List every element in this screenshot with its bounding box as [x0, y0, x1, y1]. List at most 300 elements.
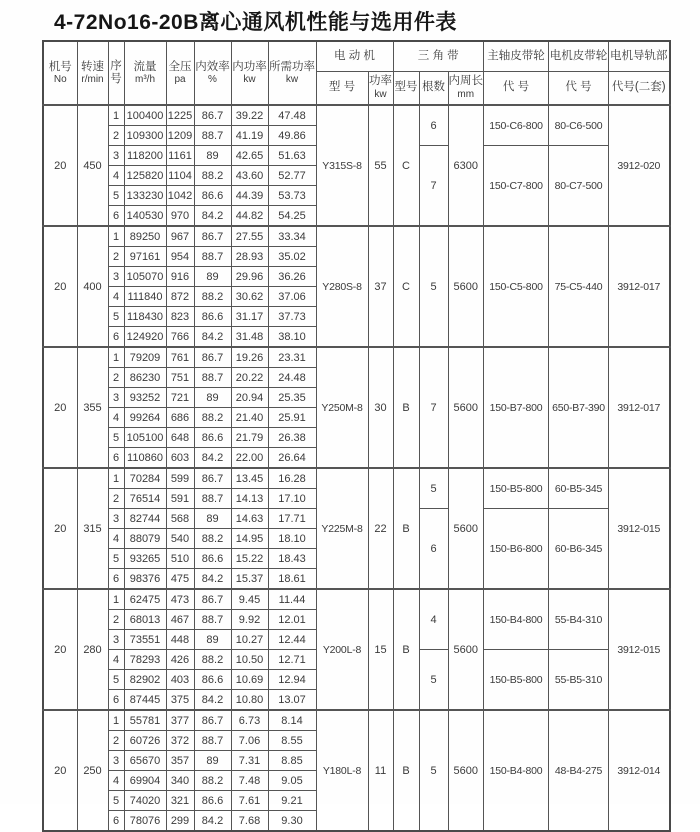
cell-speed: 280: [77, 589, 108, 710]
cell-belt-length: 6300: [448, 105, 484, 226]
cell-seq: 4: [108, 287, 124, 307]
col-header-machine-unit: No: [53, 73, 67, 85]
cell-pressure: 1104: [166, 166, 194, 186]
cell-flow: 109300: [124, 126, 166, 146]
cell-internal-power: 7.68: [231, 811, 268, 832]
cell-flow: 89250: [124, 226, 166, 247]
group-header-rail: 电机导轨部: [609, 41, 670, 71]
cell-shaft-pulley: 150-B5-800: [484, 468, 549, 509]
col-header-seq: [108, 41, 124, 105]
cell-seq: 3: [108, 751, 124, 771]
cell-pressure: 761: [166, 347, 194, 368]
cell-internal-power: 9.92: [231, 610, 268, 630]
cell-flow: 124920: [124, 327, 166, 348]
col-header-internal-power-label: 内功率: [232, 60, 267, 73]
cell-flow: 111840: [124, 287, 166, 307]
cell-seq: 5: [108, 670, 124, 690]
col-header-required-power-label: 所需功率: [269, 60, 315, 73]
col-header-pressure-label: 全压: [168, 60, 192, 73]
cell-speed: 315: [77, 468, 108, 589]
cell-seq: 6: [108, 569, 124, 590]
cell-required-power: 37.06: [268, 287, 316, 307]
cell-seq: 3: [108, 509, 124, 529]
cell-belt-count: 7: [419, 347, 448, 468]
col-header-speed-label: 转速: [81, 60, 104, 73]
cell-rail-code: 3912-020: [609, 105, 670, 226]
cell-motor-pulley: 80-C7-500: [549, 146, 609, 227]
cell-motor-model: Y180L-8: [316, 710, 368, 831]
col-header-seq-l2: 号: [110, 73, 122, 85]
cell-belt-model: B: [393, 710, 419, 831]
cell-motor-power: 15: [368, 589, 393, 710]
cell-flow: 93252: [124, 388, 166, 408]
cell-flow: 93265: [124, 549, 166, 569]
cell-pressure: 299: [166, 811, 194, 832]
cell-flow: 62475: [124, 589, 166, 610]
cell-belt-model: C: [393, 226, 419, 347]
cell-pressure: 599: [166, 468, 194, 489]
cell-flow: 70284: [124, 468, 166, 489]
cell-flow: 68013: [124, 610, 166, 630]
cell-required-power: 36.26: [268, 267, 316, 287]
cell-required-power: 18.61: [268, 569, 316, 590]
cell-flow: 78076: [124, 811, 166, 832]
cell-flow: 79209: [124, 347, 166, 368]
cell-flow: 87445: [124, 690, 166, 711]
cell-required-power: 18.43: [268, 549, 316, 569]
cell-seq: 4: [108, 529, 124, 549]
cell-required-power: 25.35: [268, 388, 316, 408]
cell-belt-count: 6: [419, 509, 448, 590]
cell-required-power: 12.94: [268, 670, 316, 690]
cell-internal-power: 39.22: [231, 105, 268, 126]
cell-required-power: 23.31: [268, 347, 316, 368]
cell-flow: 118200: [124, 146, 166, 166]
col-header-machine-no: [43, 41, 77, 105]
col-header-pressure: [166, 41, 194, 105]
cell-seq: 3: [108, 267, 124, 287]
cell-seq: 2: [108, 247, 124, 267]
cell-seq: 3: [108, 146, 124, 166]
cell-internal-power: 21.40: [231, 408, 268, 428]
cell-flow: 100400: [124, 105, 166, 126]
cell-belt-count: 5: [419, 226, 448, 347]
cell-flow: 55781: [124, 710, 166, 731]
cell-seq: 5: [108, 549, 124, 569]
table-header: [43, 41, 670, 105]
cell-required-power: 53.73: [268, 186, 316, 206]
cell-efficiency: 88.7: [194, 610, 231, 630]
cell-speed: 355: [77, 347, 108, 468]
cell-motor-model: Y250M-8: [316, 347, 368, 468]
cell-required-power: 26.64: [268, 448, 316, 469]
cell-pressure: 510: [166, 549, 194, 569]
cell-motor-pulley: 60-B5-345: [549, 468, 609, 509]
cell-motor-power: 37: [368, 226, 393, 347]
cell-required-power: 37.73: [268, 307, 316, 327]
cell-efficiency: 86.7: [194, 468, 231, 489]
col-header-efficiency: [194, 41, 231, 105]
cell-machine-no: 20: [43, 226, 77, 347]
cell-internal-power: 29.96: [231, 267, 268, 287]
cell-pressure: 403: [166, 670, 194, 690]
cell-machine-no: 20: [43, 589, 77, 710]
cell-pressure: 467: [166, 610, 194, 630]
cell-pressure: 475: [166, 569, 194, 590]
cell-motor-pulley: 55-B4-310: [549, 589, 609, 650]
cell-pressure: 1042: [166, 186, 194, 206]
cell-pressure: 766: [166, 327, 194, 348]
cell-required-power: 35.02: [268, 247, 316, 267]
cell-seq: 4: [108, 166, 124, 186]
cell-efficiency: 86.6: [194, 307, 231, 327]
cell-pressure: 1161: [166, 146, 194, 166]
cell-efficiency: 86.6: [194, 791, 231, 811]
cell-internal-power: 27.55: [231, 226, 268, 247]
cell-pressure: 970: [166, 206, 194, 227]
table-body: [43, 105, 670, 831]
col-header-belt-count: 根数: [419, 71, 448, 105]
cell-pressure: 473: [166, 589, 194, 610]
cell-efficiency: 89: [194, 388, 231, 408]
cell-seq: 6: [108, 448, 124, 469]
cell-efficiency: 88.2: [194, 287, 231, 307]
cell-required-power: 8.14: [268, 710, 316, 731]
cell-internal-power: 15.37: [231, 569, 268, 590]
col-header-flow: [124, 41, 166, 105]
col-header-speed: [77, 41, 108, 105]
cell-efficiency: 89: [194, 146, 231, 166]
cell-shaft-pulley: 150-B6-800: [484, 509, 549, 590]
cell-flow: 97161: [124, 247, 166, 267]
cell-flow: 60726: [124, 731, 166, 751]
table-row: [43, 105, 670, 126]
cell-internal-power: 28.93: [231, 247, 268, 267]
cell-motor-pulley: 80-C6-500: [549, 105, 609, 146]
col-header-motor-power-label: 功率: [369, 75, 392, 88]
cell-motor-model: Y315S-8: [316, 105, 368, 226]
cell-required-power: 8.55: [268, 731, 316, 751]
cell-pressure: 540: [166, 529, 194, 549]
cell-efficiency: 88.2: [194, 408, 231, 428]
cell-internal-power: 44.82: [231, 206, 268, 227]
cell-required-power: 13.07: [268, 690, 316, 711]
cell-machine-no: 20: [43, 105, 77, 226]
group-header-motor: 电 动 机: [316, 41, 393, 71]
cell-belt-length: 5600: [448, 589, 484, 710]
cell-required-power: 9.05: [268, 771, 316, 791]
cell-flow: 88079: [124, 529, 166, 549]
group-header-belt: 三 角 带: [393, 41, 484, 71]
cell-motor-pulley: 48-B4-275: [549, 710, 609, 831]
cell-belt-count: 7: [419, 146, 448, 227]
cell-flow: 69904: [124, 771, 166, 791]
cell-motor-power: 22: [368, 468, 393, 589]
cell-pressure: 1209: [166, 126, 194, 146]
cell-efficiency: 88.7: [194, 489, 231, 509]
cell-internal-power: 15.22: [231, 549, 268, 569]
cell-seq: 4: [108, 408, 124, 428]
header-group-row: [43, 41, 670, 71]
cell-required-power: 17.10: [268, 489, 316, 509]
cell-flow: 105070: [124, 267, 166, 287]
cell-efficiency: 88.2: [194, 529, 231, 549]
cell-internal-power: 10.80: [231, 690, 268, 711]
cell-required-power: 47.48: [268, 105, 316, 126]
cell-pressure: 372: [166, 731, 194, 751]
cell-internal-power: 31.48: [231, 327, 268, 348]
cell-motor-pulley: 75-C5-440: [549, 226, 609, 347]
cell-efficiency: 88.7: [194, 731, 231, 751]
col-header-internal-power: [231, 41, 268, 105]
cell-internal-power: 7.06: [231, 731, 268, 751]
cell-efficiency: 86.6: [194, 670, 231, 690]
cell-required-power: 52.77: [268, 166, 316, 186]
cell-efficiency: 84.2: [194, 690, 231, 711]
cell-seq: 5: [108, 307, 124, 327]
performance-table: [42, 40, 671, 832]
col-header-internal-power-unit: kw: [243, 73, 256, 85]
cell-motor-model: Y280S-8: [316, 226, 368, 347]
cell-motor-pulley: 650-B7-390: [549, 347, 609, 468]
col-header-efficiency-unit: %: [208, 73, 217, 85]
cell-rail-code: 3912-017: [609, 347, 670, 468]
cell-belt-model: B: [393, 468, 419, 589]
cell-shaft-pulley: 150-C7-800: [484, 146, 549, 227]
col-header-belt-length-label: 内周长: [448, 75, 483, 88]
cell-efficiency: 88.2: [194, 166, 231, 186]
group-header-shaft-pulley: 主轴皮带轮: [484, 41, 549, 71]
cell-flow: 76514: [124, 489, 166, 509]
cell-internal-power: 31.17: [231, 307, 268, 327]
cell-internal-power: 10.27: [231, 630, 268, 650]
cell-internal-power: 19.26: [231, 347, 268, 368]
cell-motor-model: Y200L-8: [316, 589, 368, 710]
cell-required-power: 8.85: [268, 751, 316, 771]
cell-flow: 125820: [124, 166, 166, 186]
col-header-speed-unit: r/min: [81, 73, 104, 85]
cell-required-power: 16.28: [268, 468, 316, 489]
cell-seq: 5: [108, 428, 124, 448]
cell-internal-power: 41.19: [231, 126, 268, 146]
cell-seq: 3: [108, 388, 124, 408]
table-row: [43, 347, 670, 368]
table-row: [43, 468, 670, 489]
cell-required-power: 17.71: [268, 509, 316, 529]
col-header-seq-l1: 序: [110, 59, 122, 72]
cell-efficiency: 88.7: [194, 126, 231, 146]
cell-internal-power: 14.13: [231, 489, 268, 509]
cell-seq: 6: [108, 206, 124, 227]
cell-efficiency: 86.7: [194, 589, 231, 610]
cell-belt-length: 5600: [448, 226, 484, 347]
cell-flow: 140530: [124, 206, 166, 227]
cell-internal-power: 7.48: [231, 771, 268, 791]
cell-pressure: 648: [166, 428, 194, 448]
cell-efficiency: 84.2: [194, 206, 231, 227]
page-title: 4-72No16-20B离心通风机性能与选用件表: [54, 11, 457, 34]
cell-pressure: 916: [166, 267, 194, 287]
cell-seq: 2: [108, 489, 124, 509]
cell-seq: 1: [108, 468, 124, 489]
cell-required-power: 49.86: [268, 126, 316, 146]
cell-seq: 6: [108, 811, 124, 832]
cell-required-power: 12.71: [268, 650, 316, 670]
cell-pressure: 568: [166, 509, 194, 529]
table-row: [43, 710, 670, 731]
cell-belt-model: B: [393, 347, 419, 468]
cell-required-power: 54.25: [268, 206, 316, 227]
cell-efficiency: 89: [194, 509, 231, 529]
cell-seq: 2: [108, 126, 124, 146]
cell-seq: 5: [108, 791, 124, 811]
cell-pressure: 1225: [166, 105, 194, 126]
cell-required-power: 12.01: [268, 610, 316, 630]
cell-internal-power: 44.39: [231, 186, 268, 206]
col-header-motor-pulley-code: 代 号: [549, 71, 609, 105]
col-header-belt-length-unit: mm: [457, 88, 475, 100]
cell-seq: 5: [108, 186, 124, 206]
cell-belt-count: 5: [419, 650, 448, 711]
col-header-belt-length: [448, 71, 484, 105]
cell-internal-power: 22.00: [231, 448, 268, 469]
table-row: [43, 589, 670, 610]
cell-efficiency: 89: [194, 630, 231, 650]
col-header-shaft-pulley-code: 代 号: [484, 71, 549, 105]
cell-required-power: 25.91: [268, 408, 316, 428]
cell-flow: 99264: [124, 408, 166, 428]
cell-seq: 4: [108, 650, 124, 670]
cell-seq: 6: [108, 327, 124, 348]
col-header-efficiency-label: 内效率: [195, 60, 230, 73]
cell-pressure: 954: [166, 247, 194, 267]
cell-motor-model: Y225M-8: [316, 468, 368, 589]
cell-required-power: 18.10: [268, 529, 316, 549]
cell-seq: 1: [108, 105, 124, 126]
cell-required-power: 38.10: [268, 327, 316, 348]
cell-efficiency: 84.2: [194, 811, 231, 832]
col-header-required-power-unit: kw: [285, 73, 299, 85]
cell-efficiency: 84.2: [194, 448, 231, 469]
col-header-motor-power-unit: kw: [374, 88, 387, 100]
cell-shaft-pulley: 150-C6-800: [484, 105, 549, 146]
cell-internal-power: 7.31: [231, 751, 268, 771]
col-header-required-power: [268, 41, 316, 105]
cell-required-power: 9.21: [268, 791, 316, 811]
cell-seq: 4: [108, 771, 124, 791]
cell-pressure: 448: [166, 630, 194, 650]
cell-pressure: 321: [166, 791, 194, 811]
cell-machine-no: 20: [43, 468, 77, 589]
cell-efficiency: 86.7: [194, 347, 231, 368]
cell-internal-power: 10.50: [231, 650, 268, 670]
cell-seq: 2: [108, 368, 124, 388]
cell-motor-pulley: 60-B6-345: [549, 509, 609, 590]
cell-belt-length: 5600: [448, 710, 484, 831]
cell-shaft-pulley: 150-B4-800: [484, 589, 549, 650]
cell-shaft-pulley: 150-B7-800: [484, 347, 549, 468]
cell-efficiency: 89: [194, 267, 231, 287]
cell-belt-count: 5: [419, 710, 448, 831]
cell-flow: 118430: [124, 307, 166, 327]
cell-flow: 74020: [124, 791, 166, 811]
cell-efficiency: 86.7: [194, 710, 231, 731]
cell-speed: 250: [77, 710, 108, 831]
cell-required-power: 12.44: [268, 630, 316, 650]
cell-efficiency: 84.2: [194, 569, 231, 590]
cell-internal-power: 21.79: [231, 428, 268, 448]
cell-required-power: 11.44: [268, 589, 316, 610]
cell-motor-power: 55: [368, 105, 393, 226]
cell-machine-no: 20: [43, 710, 77, 831]
cell-rail-code: 3912-014: [609, 710, 670, 831]
cell-required-power: 33.34: [268, 226, 316, 247]
cell-pressure: 603: [166, 448, 194, 469]
cell-flow: 133230: [124, 186, 166, 206]
cell-internal-power: 9.45: [231, 589, 268, 610]
cell-motor-power: 11: [368, 710, 393, 831]
cell-seq: 1: [108, 226, 124, 247]
cell-shaft-pulley: 150-C5-800: [484, 226, 549, 347]
cell-pressure: 967: [166, 226, 194, 247]
cell-efficiency: 86.7: [194, 226, 231, 247]
col-header-flow-label: 流量: [133, 60, 157, 73]
cell-rail-code: 3912-015: [609, 468, 670, 589]
cell-machine-no: 20: [43, 347, 77, 468]
cell-belt-count: 4: [419, 589, 448, 650]
cell-flow: 82744: [124, 509, 166, 529]
cell-internal-power: 14.63: [231, 509, 268, 529]
cell-pressure: 340: [166, 771, 194, 791]
cell-seq: 1: [108, 710, 124, 731]
cell-internal-power: 43.60: [231, 166, 268, 186]
cell-pressure: 357: [166, 751, 194, 771]
cell-flow: 65670: [124, 751, 166, 771]
cell-efficiency: 86.6: [194, 428, 231, 448]
cell-pressure: 872: [166, 287, 194, 307]
cell-internal-power: 20.22: [231, 368, 268, 388]
cell-belt-count: 5: [419, 468, 448, 509]
cell-belt-model: C: [393, 105, 419, 226]
cell-belt-length: 5600: [448, 468, 484, 589]
cell-internal-power: 14.95: [231, 529, 268, 549]
cell-seq: 3: [108, 630, 124, 650]
cell-efficiency: 88.7: [194, 368, 231, 388]
cell-pressure: 823: [166, 307, 194, 327]
cell-flow: 105100: [124, 428, 166, 448]
cell-pressure: 686: [166, 408, 194, 428]
cell-flow: 78293: [124, 650, 166, 670]
col-header-rail-code: 代号(二套): [609, 71, 670, 105]
cell-internal-power: 6.73: [231, 710, 268, 731]
cell-efficiency: 88.2: [194, 650, 231, 670]
cell-flow: 82902: [124, 670, 166, 690]
col-header-machine-label: 机号: [48, 60, 72, 73]
cell-motor-power: 30: [368, 347, 393, 468]
cell-required-power: 24.48: [268, 368, 316, 388]
cell-required-power: 51.63: [268, 146, 316, 166]
cell-efficiency: 86.6: [194, 549, 231, 569]
cell-pressure: 426: [166, 650, 194, 670]
col-header-flow-unit: m³/h: [135, 73, 155, 85]
cell-belt-length: 5600: [448, 347, 484, 468]
cell-efficiency: 88.7: [194, 247, 231, 267]
cell-flow: 86230: [124, 368, 166, 388]
cell-required-power: 9.30: [268, 811, 316, 832]
cell-efficiency: 86.6: [194, 186, 231, 206]
cell-pressure: 751: [166, 368, 194, 388]
cell-seq: 6: [108, 690, 124, 711]
